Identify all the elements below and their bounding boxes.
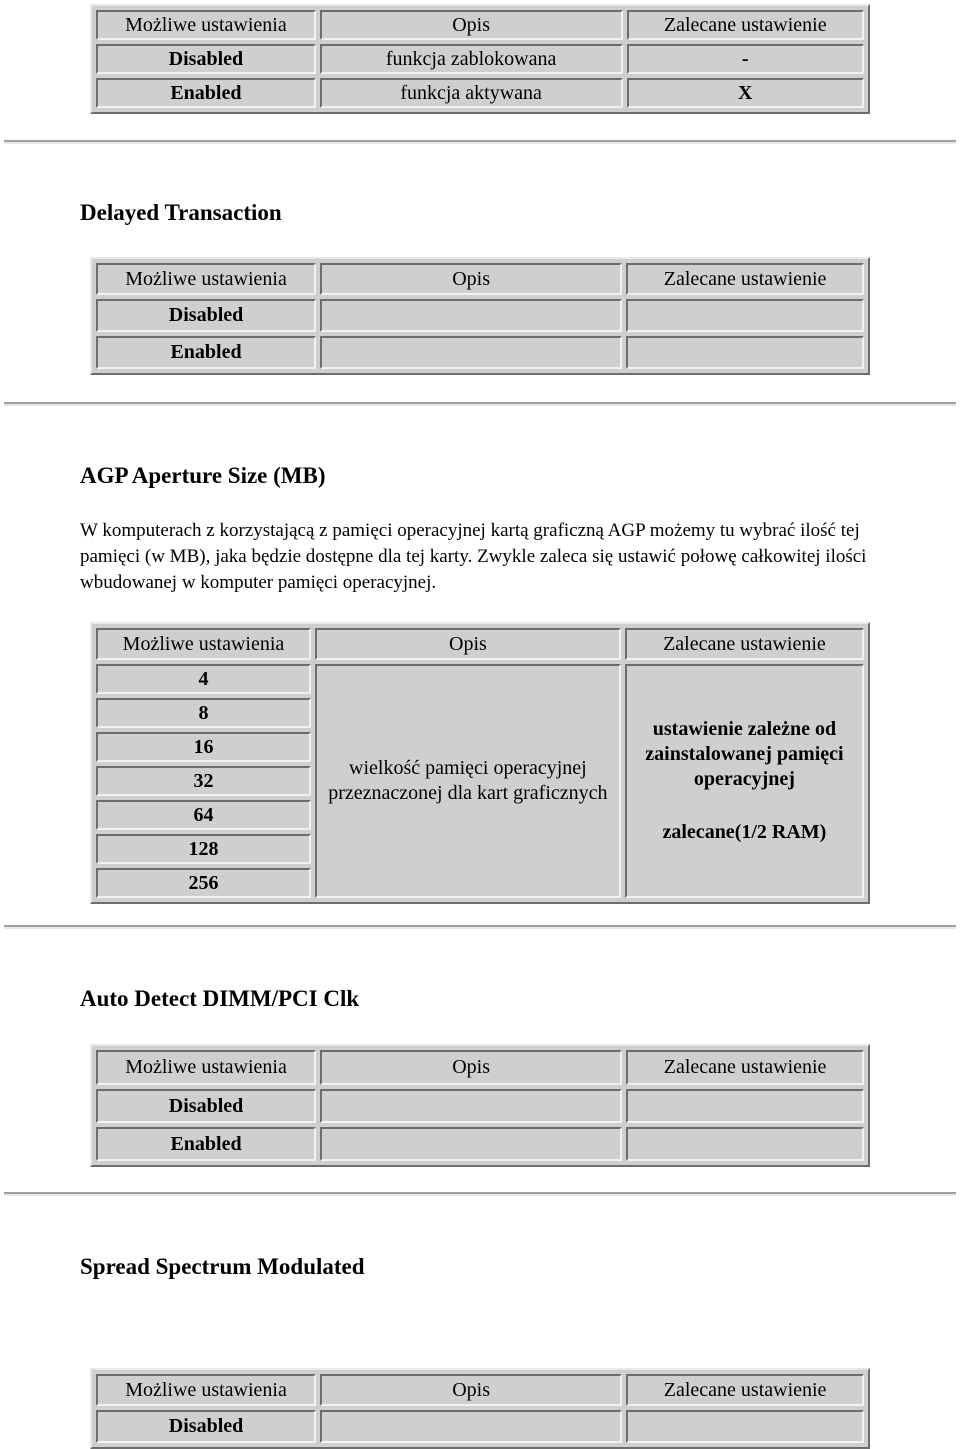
horizontal-rule — [4, 1192, 956, 1196]
setting-recommended: X — [627, 78, 865, 108]
agp-description-text: wielkość pamięci operacyjnej przeznaczonej dla kart graficznych — [328, 757, 608, 804]
agp-recommended-text: ustawienie zależne od zainstalowanej pamięci operacyjnej — [645, 718, 844, 790]
header-recommended: Zalecane ustawienie — [625, 628, 864, 660]
setting-value: Disabled — [96, 44, 316, 74]
setting-value: Enabled — [96, 1127, 316, 1161]
setting-recommended — [626, 336, 864, 369]
setting-description — [320, 1127, 622, 1161]
setting-value: 8 — [96, 698, 311, 728]
horizontal-rule — [4, 402, 956, 406]
section-title-delayed-transaction: Delayed Transaction — [80, 200, 282, 225]
setting-value: Disabled — [96, 1089, 316, 1123]
setting-value: Enabled — [96, 78, 316, 108]
setting-recommended — [626, 299, 864, 332]
setting-description — [320, 1410, 622, 1443]
header-description: Opis — [320, 1374, 622, 1406]
agp-recommended-ratio: zalecane(1/2 RAM) — [662, 821, 827, 843]
section-title-auto-detect-dimm-pci-clk: Auto Detect DIMM/PCI Clk — [80, 986, 360, 1011]
setting-recommended — [626, 1127, 864, 1161]
settings-table-top — [90, 4, 870, 114]
setting-description: funkcja zablokowana — [320, 44, 623, 74]
header-recommended: Zalecane ustawienie — [626, 1050, 864, 1085]
setting-value: Disabled — [96, 1410, 316, 1443]
setting-recommended — [625, 664, 864, 898]
settings-table-auto-detect — [90, 1044, 870, 1167]
setting-description — [320, 1089, 622, 1123]
setting-value: 128 — [96, 834, 311, 864]
settings-table-spread-spectrum — [90, 1368, 870, 1449]
header-description: Opis — [320, 263, 622, 295]
setting-value: 64 — [96, 800, 311, 830]
settings-table-agp-aperture-size — [90, 622, 870, 904]
header-settings: Możliwe ustawienia — [96, 263, 316, 295]
header-settings: Możliwe ustawienia — [96, 1374, 316, 1406]
setting-recommended — [626, 1410, 864, 1443]
settings-table-delayed-transaction — [90, 257, 870, 375]
setting-value: 16 — [96, 732, 311, 762]
setting-description — [320, 336, 622, 369]
agp-description-paragraph: W komputerach z korzystającą z pamięci operacyjnej kartą graficzną AGP możemy tu wybrać ilość tej pamięci (w MB), jaka będzie dostępne dla tej karty. Zwykle zaleca się ustawić połowę całkowitej ilości wbudowanej w komputer pamięci operacyjnej. — [80, 520, 867, 593]
section-title-agp-aperture-size: AGP Aperture Size (MB) — [80, 463, 326, 488]
setting-description: funkcja aktywana — [320, 78, 623, 108]
section-title-spread-spectrum-modulated: Spread Spectrum Modulated — [80, 1254, 365, 1279]
header-description: Opis — [320, 10, 623, 40]
setting-recommended: - — [627, 44, 865, 74]
setting-description — [315, 664, 621, 898]
header-recommended: Zalecane ustawienie — [627, 10, 865, 40]
setting-value: Enabled — [96, 336, 316, 369]
header-recommended: Zalecane ustawienie — [626, 1374, 864, 1406]
header-settings: Możliwe ustawienia — [96, 10, 316, 40]
horizontal-rule — [4, 140, 956, 144]
setting-description — [320, 299, 622, 332]
horizontal-rule — [4, 925, 956, 929]
setting-value: 256 — [96, 868, 311, 898]
setting-value: 4 — [96, 664, 311, 694]
header-description: Opis — [315, 628, 621, 660]
header-settings: Możliwe ustawienia — [96, 628, 311, 660]
setting-value: 32 — [96, 766, 311, 796]
setting-value: Disabled — [96, 299, 316, 332]
setting-recommended — [626, 1089, 864, 1123]
header-description: Opis — [320, 1050, 622, 1085]
header-settings: Możliwe ustawienia — [96, 1050, 316, 1085]
header-recommended: Zalecane ustawienie — [626, 263, 864, 295]
